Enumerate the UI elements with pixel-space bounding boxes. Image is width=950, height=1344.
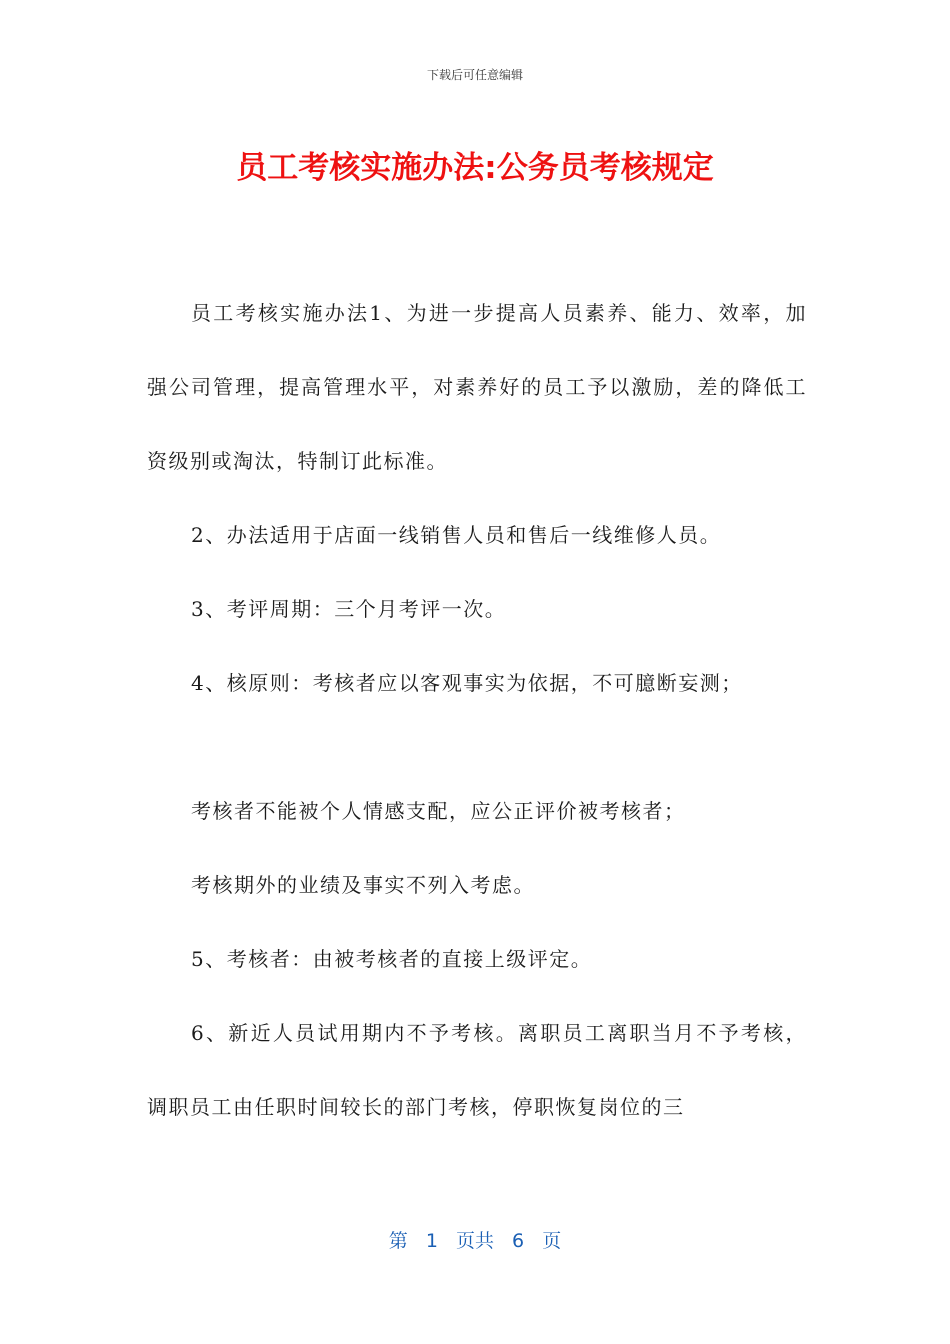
header-note: 下载后可任意编辑	[426, 68, 523, 82]
page-suffix: 页	[542, 1230, 562, 1252]
document-title: 员工考核实施办法:公务员考核规定	[236, 150, 714, 186]
paragraph-8: 6、新近人员试用期内不予考核。离职员工离职当月不予考核，调职员工由任职时间较长的部门考核，停职恢复岗位的三	[147, 1021, 807, 1119]
paragraph-7: 5、考核者：由被考核者的直接上级评定。	[191, 947, 593, 971]
page-mid: 页共	[455, 1230, 494, 1252]
current-page-number: 1	[425, 1230, 438, 1252]
paragraph-4: 4、核原则：考核者应以客观事实为依据，不可臆断妄测；	[191, 671, 743, 695]
total-pages-number: 6	[512, 1230, 525, 1252]
paragraph-6: 考核期外的业绩及事实不列入考虑。	[191, 873, 535, 897]
page-footer	[0, 1226, 950, 1253]
paragraph-2: 2、办法适用于店面一线销售人员和售后一线维修人员。	[191, 523, 722, 547]
paragraph-5: 考核者不能被个人情感支配，应公正评价被考核者；	[191, 799, 686, 823]
paragraph-3: 3、考评周期：三个月考评一次。	[191, 597, 507, 621]
page-prefix: 第	[388, 1230, 408, 1252]
document-body	[147, 276, 807, 1144]
paragraph-1: 员工考核实施办法1、为进一步提高人员素养、能力、效率，加强公司管理，提高管理水平，对素养好的员工予以激励，差的降低工资级别或淘汰，特制订此标准。	[147, 301, 807, 473]
